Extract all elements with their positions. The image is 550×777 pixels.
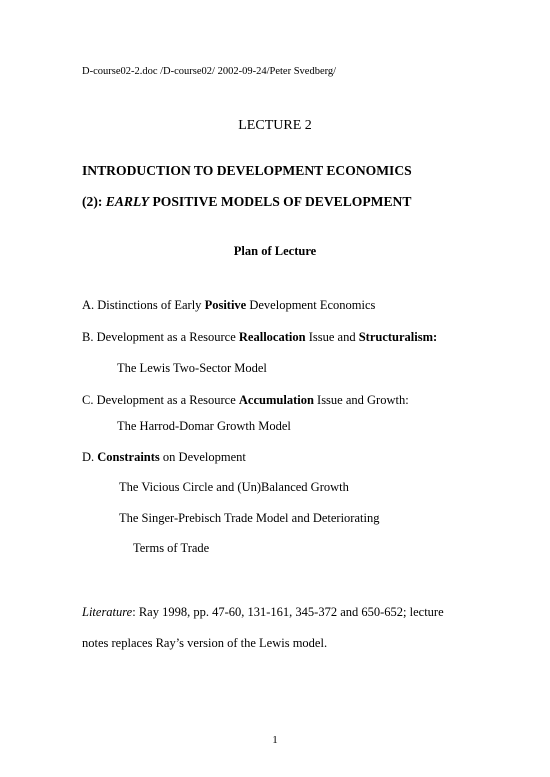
literature-label: Literature xyxy=(82,605,133,619)
title-line-2 xyxy=(82,194,411,210)
outline-item-d-text-end: on Development xyxy=(159,450,246,464)
title-line-2-suffix: POSITIVE MODELS OF DEVELOPMENT xyxy=(149,194,412,209)
title-line-1: INTRODUCTION TO DEVELOPMENT ECONOMICS xyxy=(82,163,412,178)
outline-item-d xyxy=(82,450,246,465)
outline-item-b-bold: Reallocation xyxy=(238,330,306,344)
literature-text: : Ray 1998, pp. 47-60, 131-161, 345-372 and 650-652; lecture xyxy=(132,605,444,619)
outline-subitem-d2-continued: Terms of Trade xyxy=(133,541,210,555)
title-line-2-italic: EARLY xyxy=(105,194,150,209)
outline-subitem-c1: The Harrod-Domar Growth Model xyxy=(117,419,291,433)
outline-item-a-text: A. Distinctions of Early xyxy=(82,298,205,312)
outline-item-d-text: D. xyxy=(82,450,98,464)
plan-heading: Plan of Lecture xyxy=(233,244,317,258)
outline-item-d-bold: Constraints xyxy=(97,450,160,464)
outline-item-a-bold: Positive xyxy=(204,298,247,312)
page-number: 1 xyxy=(272,734,278,746)
outline-item-a-text-end: Development Economics xyxy=(246,298,376,312)
outline-item-b-bold-2: Structuralism: xyxy=(358,330,438,344)
outline-item-b xyxy=(82,330,437,345)
outline-item-c-bold: Accumulation xyxy=(238,393,314,407)
outline-item-c-text: C. Development as a Resource xyxy=(82,393,239,407)
title-line-2-prefix: (2): xyxy=(82,194,106,209)
outline-subitem-d2: The Singer-Prebisch Trade Model and Deteriorating xyxy=(119,511,380,525)
outline-item-b-text: B. Development as a Resource xyxy=(82,330,239,344)
literature-line-2: notes replaces Ray’s version of the Lewis model. xyxy=(82,636,328,650)
lecture-label: LECTURE 2 xyxy=(238,118,312,133)
file-header: D-course02-2.doc /D-course02/ 2002-09-24/Peter Svedberg/ xyxy=(82,66,337,77)
outline-item-c-text-end: Issue and Growth: xyxy=(313,393,409,407)
outline-subitem-b1: The Lewis Two-Sector Model xyxy=(117,361,267,375)
outline-item-b-text-mid: Issue and xyxy=(305,330,359,344)
literature-line-1 xyxy=(82,605,444,620)
outline-item-a xyxy=(82,298,375,313)
outline-item-c xyxy=(82,393,409,408)
outline-subitem-d1: The Vicious Circle and (Un)Balanced Growth xyxy=(119,480,349,494)
